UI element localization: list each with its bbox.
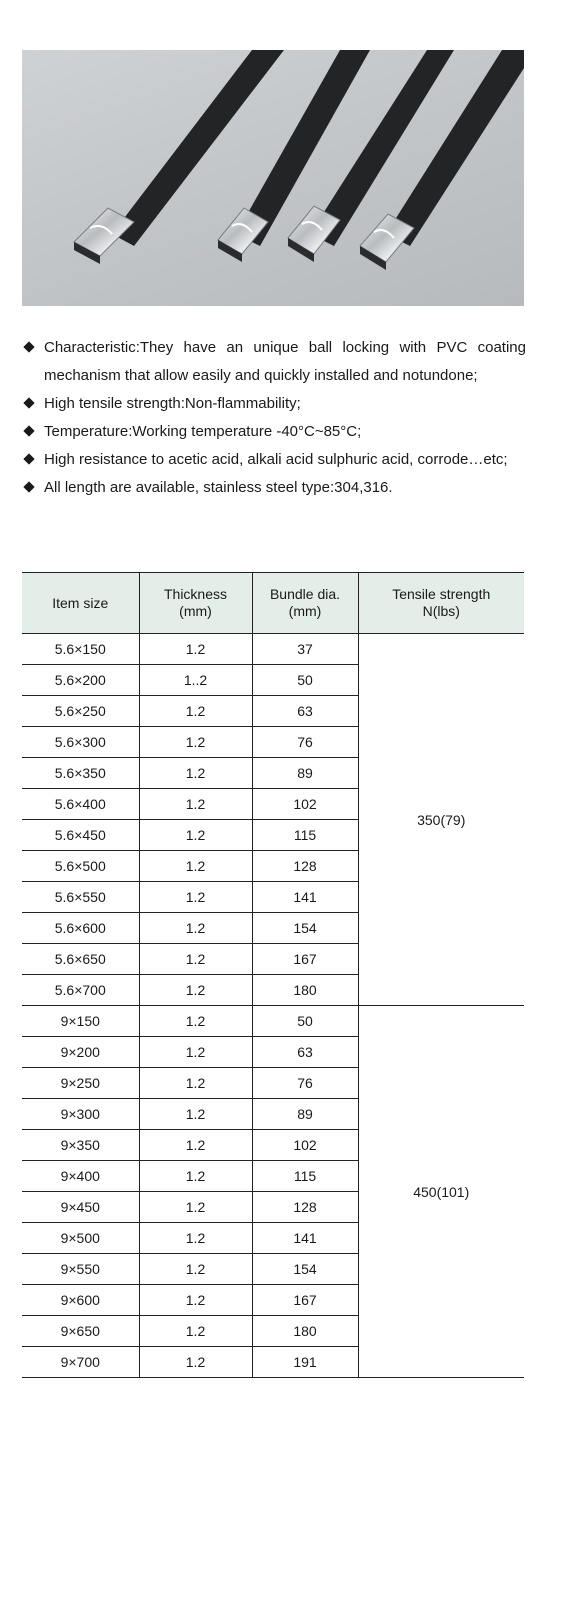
cell-item-size: 9×250 [22,1068,139,1099]
cell-thickness: 1.2 [139,975,252,1006]
bullet-diamond-icon [23,425,34,436]
cell-thickness: 1.2 [139,1068,252,1099]
table-row [22,1006,524,1037]
cell-item-size: 5.6×250 [22,696,139,727]
cell-item-size: 9×400 [22,1161,139,1192]
cell-thickness: 1.2 [139,820,252,851]
cell-bundle-dia: 180 [252,975,358,1006]
cell-bundle-dia: 50 [252,665,358,696]
cell-item-size: 9×200 [22,1037,139,1068]
cell-thickness: 1.2 [139,1254,252,1285]
cell-bundle-dia: 141 [252,882,358,913]
cell-bundle-dia: 141 [252,1223,358,1254]
feature-item: Temperature:Working temperature -40°C~85°C; [24,418,526,446]
cell-bundle-dia: 180 [252,1316,358,1347]
cell-thickness: 1.2 [139,851,252,882]
cell-item-size: 5.6×150 [22,634,139,665]
bullet-diamond-icon [23,341,34,352]
cell-thickness: 1.2 [139,1285,252,1316]
bullet-diamond-icon [23,453,34,464]
cell-bundle-dia: 63 [252,1037,358,1068]
cell-bundle-dia: 102 [252,1130,358,1161]
cell-item-size: 5.6×400 [22,789,139,820]
cell-thickness: 1.2 [139,696,252,727]
cell-item-size: 5.6×450 [22,820,139,851]
cell-bundle-dia: 63 [252,696,358,727]
table-body [22,634,524,1378]
cell-thickness: 1.2 [139,882,252,913]
bullet-diamond-icon [23,397,34,408]
cell-item-size: 9×700 [22,1347,139,1378]
feature-item: High tensile strength:Non-flammability; [24,390,526,418]
cell-item-size: 9×500 [22,1223,139,1254]
cell-item-size: 5.6×700 [22,975,139,1006]
cell-item-size: 5.6×500 [22,851,139,882]
cell-bundle-dia: 37 [252,634,358,665]
cell-bundle-dia: 115 [252,1161,358,1192]
cell-item-size: 9×150 [22,1006,139,1037]
cell-item-size: 5.6×200 [22,665,139,696]
cell-thickness: 1.2 [139,727,252,758]
cell-bundle-dia: 76 [252,727,358,758]
cell-thickness: 1.2 [139,1223,252,1254]
cell-thickness: 1.2 [139,1037,252,1068]
cell-bundle-dia: 102 [252,789,358,820]
cell-tensile-strength: 450(101) [358,1006,524,1378]
cell-item-size: 5.6×350 [22,758,139,789]
cell-bundle-dia: 89 [252,1099,358,1130]
cell-item-size: 9×450 [22,1192,139,1223]
cell-thickness: 1.2 [139,1316,252,1347]
cell-thickness: 1.2 [139,913,252,944]
cell-bundle-dia: 89 [252,758,358,789]
cell-bundle-dia: 128 [252,851,358,882]
feature-item: Characteristic:They have an unique ball locking with PVC coating mechanism that allow easily and quickly installed and notundone; [24,334,526,390]
cell-item-size: 5.6×300 [22,727,139,758]
table-row [22,634,524,665]
cell-tensile-strength: 350(79) [358,634,524,1006]
cell-item-size: 5.6×650 [22,944,139,975]
cell-item-size: 5.6×550 [22,882,139,913]
spec-table [22,572,524,1378]
product-photo [22,50,524,306]
cell-bundle-dia: 50 [252,1006,358,1037]
table-header-row [22,573,524,634]
cell-thickness: 1..2 [139,665,252,696]
header-item-size: Item size [22,573,139,634]
cell-thickness: 1.2 [139,944,252,975]
feature-list [24,334,526,502]
cell-thickness: 1.2 [139,1192,252,1223]
cell-thickness: 1.2 [139,1347,252,1378]
header-thickness: Thickness (mm) [139,573,252,634]
cell-thickness: 1.2 [139,634,252,665]
cell-item-size: 9×350 [22,1130,139,1161]
cell-thickness: 1.2 [139,1161,252,1192]
cell-bundle-dia: 167 [252,944,358,975]
cell-thickness: 1.2 [139,1130,252,1161]
cell-bundle-dia: 154 [252,1254,358,1285]
cell-item-size: 9×600 [22,1285,139,1316]
cell-bundle-dia: 115 [252,820,358,851]
header-bundle-dia: Bundle dia. (mm) [252,573,358,634]
cell-bundle-dia: 154 [252,913,358,944]
cell-item-size: 9×300 [22,1099,139,1130]
cell-thickness: 1.2 [139,758,252,789]
cell-thickness: 1.2 [139,1006,252,1037]
feature-item: High resistance to acetic acid, alkali acid sulphuric acid, corrode…etc; [24,446,526,474]
cell-bundle-dia: 76 [252,1068,358,1099]
cell-thickness: 1.2 [139,789,252,820]
cell-item-size: 9×650 [22,1316,139,1347]
cell-item-size: 5.6×600 [22,913,139,944]
cell-thickness: 1.2 [139,1099,252,1130]
cell-bundle-dia: 167 [252,1285,358,1316]
header-tensile-strength: Tensile strength N(lbs) [358,573,524,634]
cell-item-size: 9×550 [22,1254,139,1285]
cell-bundle-dia: 191 [252,1347,358,1378]
cell-bundle-dia: 128 [252,1192,358,1223]
bullet-diamond-icon [23,481,34,492]
feature-item: All length are available, stainless steel type:304,316. [24,474,526,502]
